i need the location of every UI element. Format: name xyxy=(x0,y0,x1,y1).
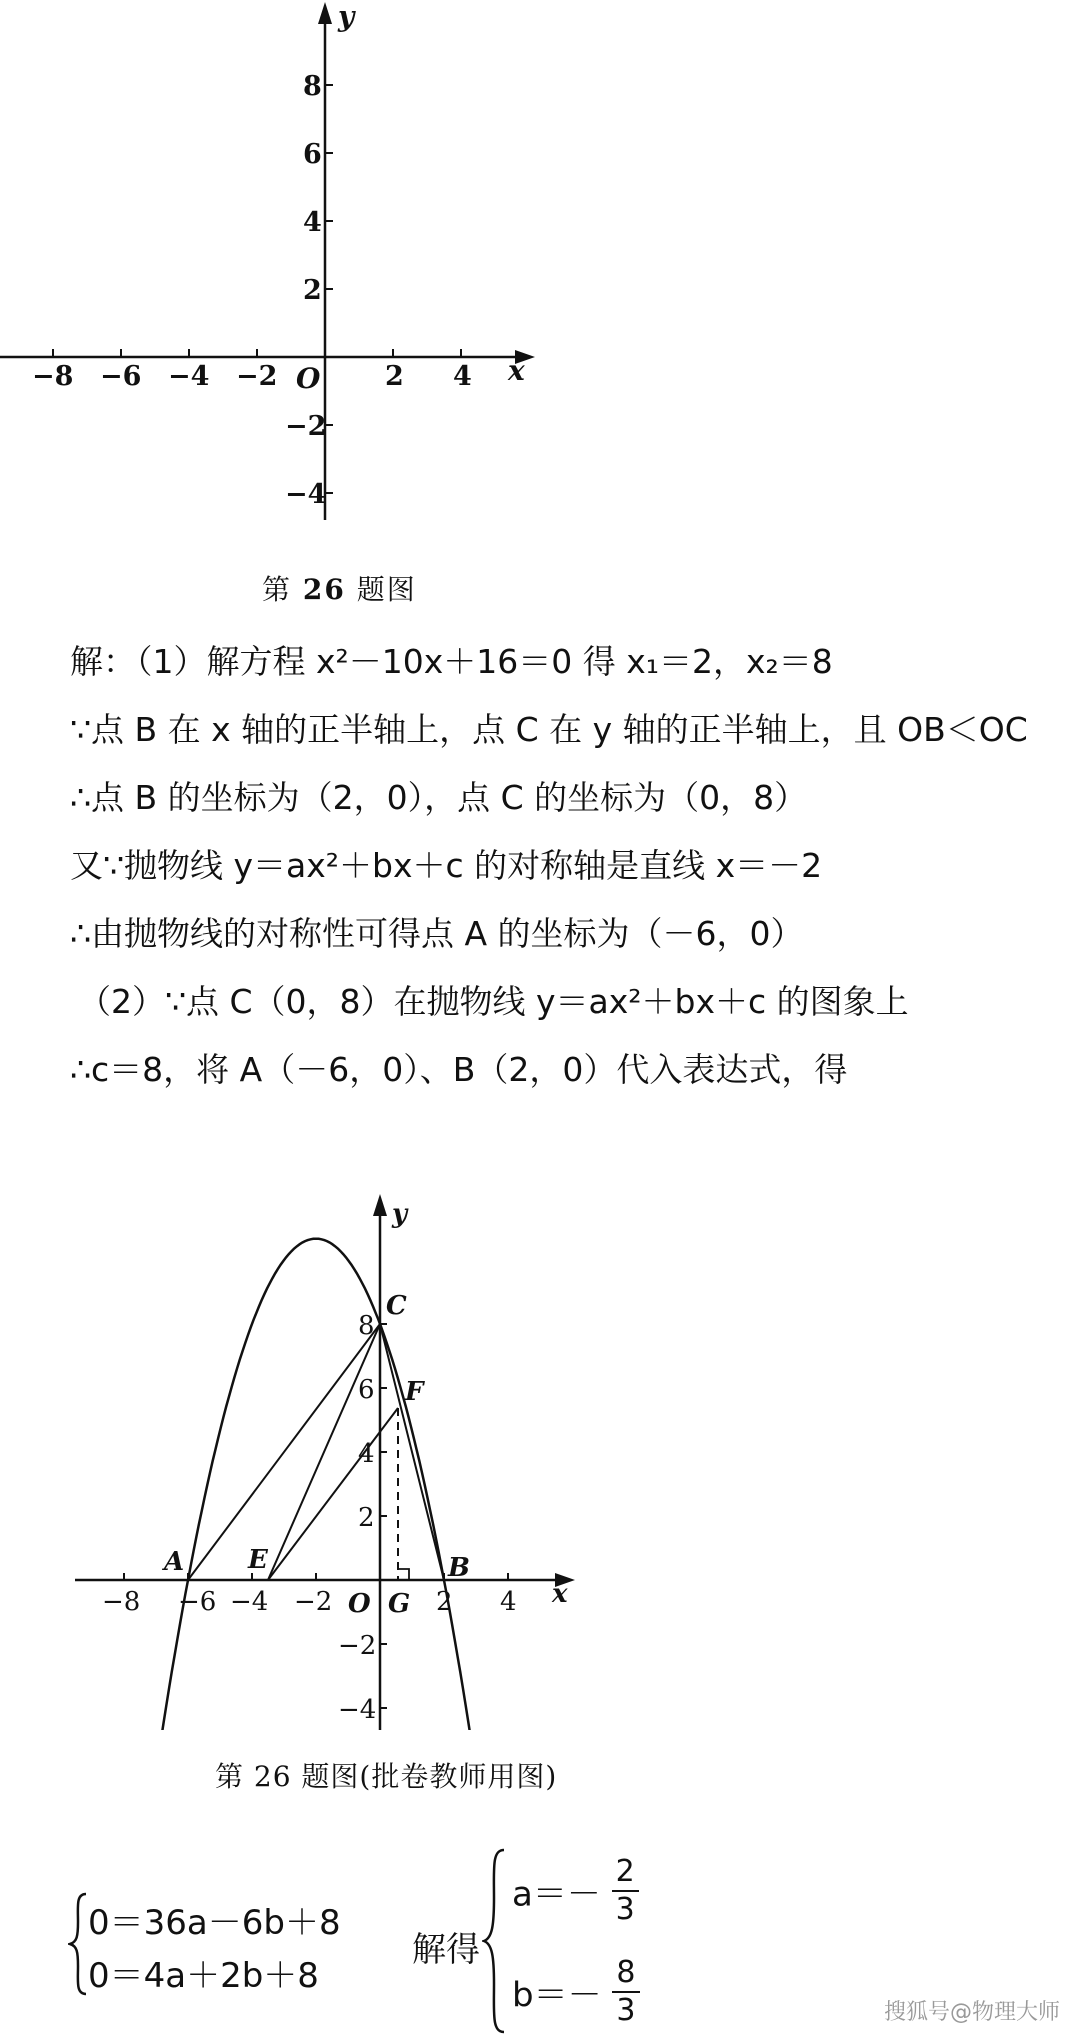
figure-2-parabola xyxy=(40,1190,600,1730)
x-axis-label: x xyxy=(552,1579,568,1609)
x-tick-label: −2 xyxy=(236,361,278,392)
right-brace xyxy=(482,1848,506,2034)
x-tick-label: 2 xyxy=(385,361,404,392)
y-tick-label: −2 xyxy=(285,411,327,442)
point-e-label: E xyxy=(248,1545,268,1575)
y-axis-arrow xyxy=(318,2,332,24)
equation-1: 0＝36a－6b＋8 xyxy=(88,1903,341,1943)
solution-line: ∴点 B 的坐标为（2，0），点 C 的坐标为（0，8） xyxy=(70,778,808,817)
point-a-label: A xyxy=(164,1547,185,1577)
y-tick-label: 4 xyxy=(303,207,322,238)
parabola-curve xyxy=(153,1239,479,1730)
origin-label: O xyxy=(296,362,321,395)
right-angle-mark xyxy=(398,1569,409,1580)
y-tick-label: 8 xyxy=(358,1311,375,1341)
figure-1-axes xyxy=(0,0,560,540)
y-tick-label: −4 xyxy=(285,479,327,510)
watermark: 搜狐号@物理大师 xyxy=(883,2000,1060,2025)
y-tick-label: −2 xyxy=(338,1631,377,1661)
x-tick-label: −4 xyxy=(230,1587,269,1617)
fraction-a xyxy=(612,1854,639,1928)
point-f-label: F xyxy=(405,1377,424,1407)
origin-label: O xyxy=(348,1589,371,1619)
solution-line: ∵点 B 在 x 轴的正半轴上，点 C 在 y 轴的正半轴上，且 OB＜OC xyxy=(70,710,1028,749)
line-cb xyxy=(380,1324,444,1580)
x-tick-label: −8 xyxy=(32,361,74,392)
caption-number: 26 xyxy=(302,573,346,606)
y-tick-label: 6 xyxy=(303,139,322,170)
caption-suffix: 题图 xyxy=(356,573,417,606)
x-tick-label: 4 xyxy=(453,361,472,392)
figure-1-caption xyxy=(262,568,417,608)
x-axis-label: x xyxy=(508,354,525,387)
y-tick-label: 2 xyxy=(358,1503,375,1533)
solution-text xyxy=(70,628,1070,1104)
left-brace xyxy=(68,1892,88,1996)
caption-prefix: 第 xyxy=(262,573,293,606)
x-tick-label: −4 xyxy=(168,361,210,392)
solution-line: 解：（1）解方程 x²－10x＋16＝0 得 x₁＝2，x₂＝8 xyxy=(70,642,833,681)
b-lhs: b＝－ xyxy=(512,1975,602,2016)
b-numerator: 8 xyxy=(612,1955,639,1993)
b-denominator: 3 xyxy=(616,1993,636,2028)
y-tick-label: 4 xyxy=(358,1439,375,1469)
fraction-b xyxy=(612,1955,639,2029)
figure-2-caption: 第 26 题图(批卷教师用图) xyxy=(215,1760,558,1793)
solution-a xyxy=(512,1854,639,1928)
equation-2: 0＝4a＋2b＋8 xyxy=(88,1956,319,1996)
y-tick-label: 2 xyxy=(303,275,322,306)
y-axis-arrow xyxy=(373,1194,387,1216)
a-denominator: 3 xyxy=(615,1892,635,1927)
solve-label: 解得 xyxy=(412,1930,480,1970)
solution-line: ∴c＝8，将 A（－6，0）、B（2，0）代入表达式，得 xyxy=(70,1050,848,1089)
a-numerator: 2 xyxy=(612,1854,639,1892)
y-tick-label: −4 xyxy=(338,1695,377,1725)
x-tick-label: −2 xyxy=(294,1587,333,1617)
solution-line: 又∵抛物线 y＝ax²＋bx＋c 的对称轴是直线 x＝－2 xyxy=(70,846,823,885)
solution-line: ∴由抛物线的对称性可得点 A 的坐标为（－6，0） xyxy=(70,914,804,953)
x-tick-label: 4 xyxy=(500,1587,517,1617)
point-c-label: C xyxy=(386,1291,407,1321)
x-tick-label: −8 xyxy=(102,1587,141,1617)
point-b-label: B xyxy=(448,1553,470,1583)
solution-line: （2）∵点 C（0，8）在抛物线 y＝ax²＋bx＋c 的图象上 xyxy=(78,982,909,1021)
y-tick-label: 6 xyxy=(358,1375,375,1405)
x-tick-label: 2 xyxy=(436,1587,453,1617)
point-g-label: G xyxy=(388,1589,411,1619)
y-tick-label: 8 xyxy=(303,71,322,102)
solution-b xyxy=(512,1955,640,2029)
y-axis-label: y xyxy=(338,0,355,33)
x-tick-label: −6 xyxy=(178,1587,217,1617)
a-lhs: a＝－ xyxy=(512,1874,601,1915)
y-axis-label: y xyxy=(392,1199,408,1229)
x-tick-label: −6 xyxy=(100,361,142,392)
